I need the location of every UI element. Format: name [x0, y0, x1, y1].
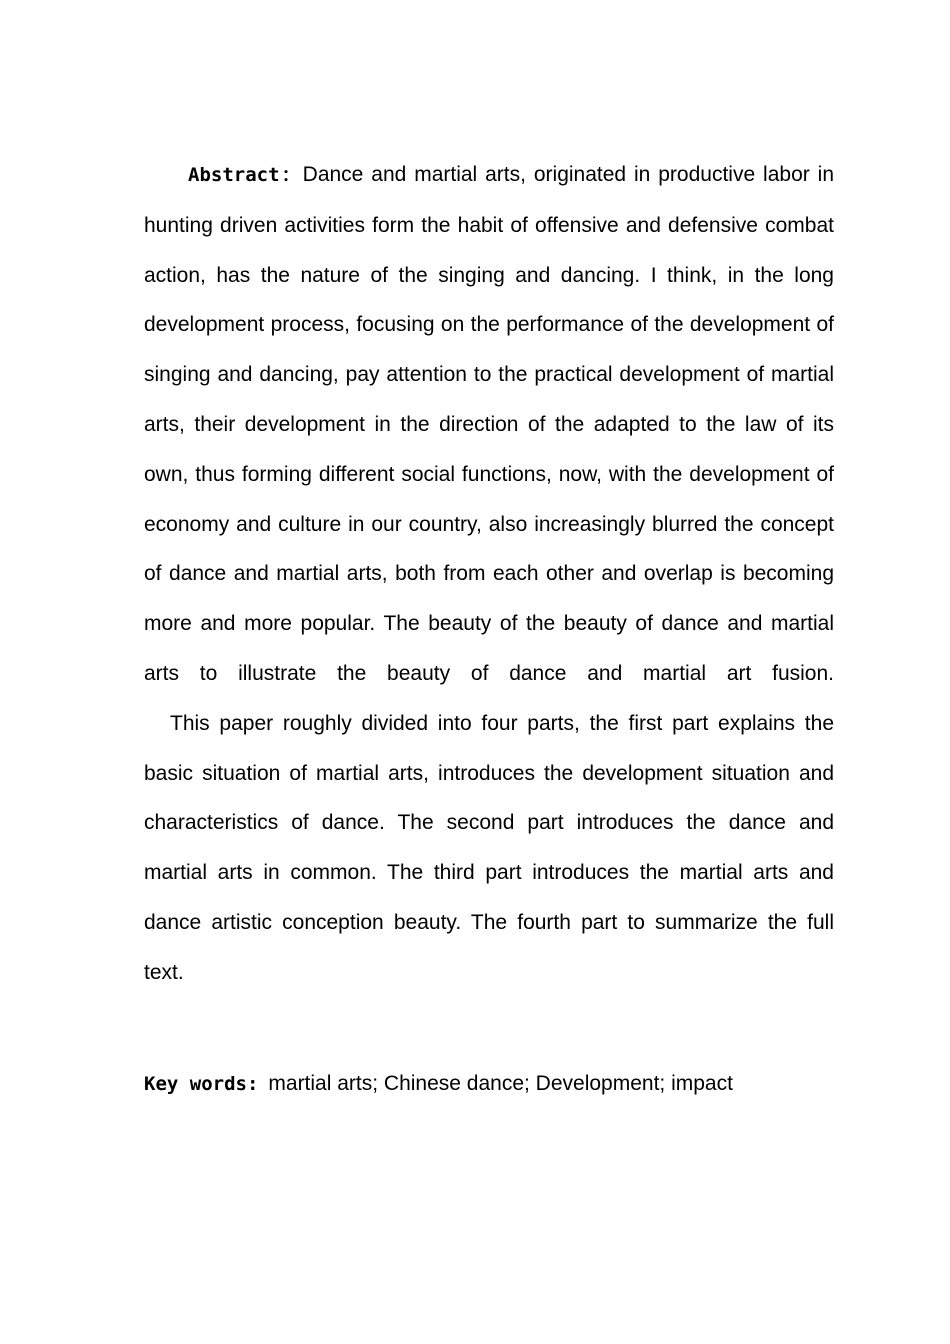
- keywords-text: martial arts; Chinese dance; Development; impact: [268, 1072, 733, 1095]
- keywords-label: Key words:: [144, 1073, 259, 1095]
- abstract-paragraph-1-text: Dance and martial arts, originated in productive labor in hunting driven activities form the habit of offensive and defensive combat action, has the nature of the singing and dancing. I think, in the long development process, focusing on the performance of the development of singing and dancing, pay attention to the practical development of martial arts, their development in the direction of the adapted to the law of its own, thus forming different social functions, now, with the development of economy and culture in our country, also increasingly blurred the concept of dance and martial arts, both from each other and overlap is becoming more and more popular. The beauty of the beauty of dance and martial arts to illustrate the beauty of dance and martial art fusion.: [144, 163, 834, 685]
- abstract-paragraph-2: This paper roughly divided into four parts, the first part explains the basic situation of martial arts, introduces the development situation and characteristics of dance. The second part introduces the dance and martial arts in common. The third part introduces the martial arts and dance artistic conception beauty. The fourth part to summarize the full text.: [144, 711, 834, 984]
- abstract-paragraph-1: [144, 150, 834, 699]
- abstract-label: Abstract：: [188, 164, 303, 186]
- abstract-section: [144, 150, 834, 998]
- keywords-line: [144, 1062, 834, 1106]
